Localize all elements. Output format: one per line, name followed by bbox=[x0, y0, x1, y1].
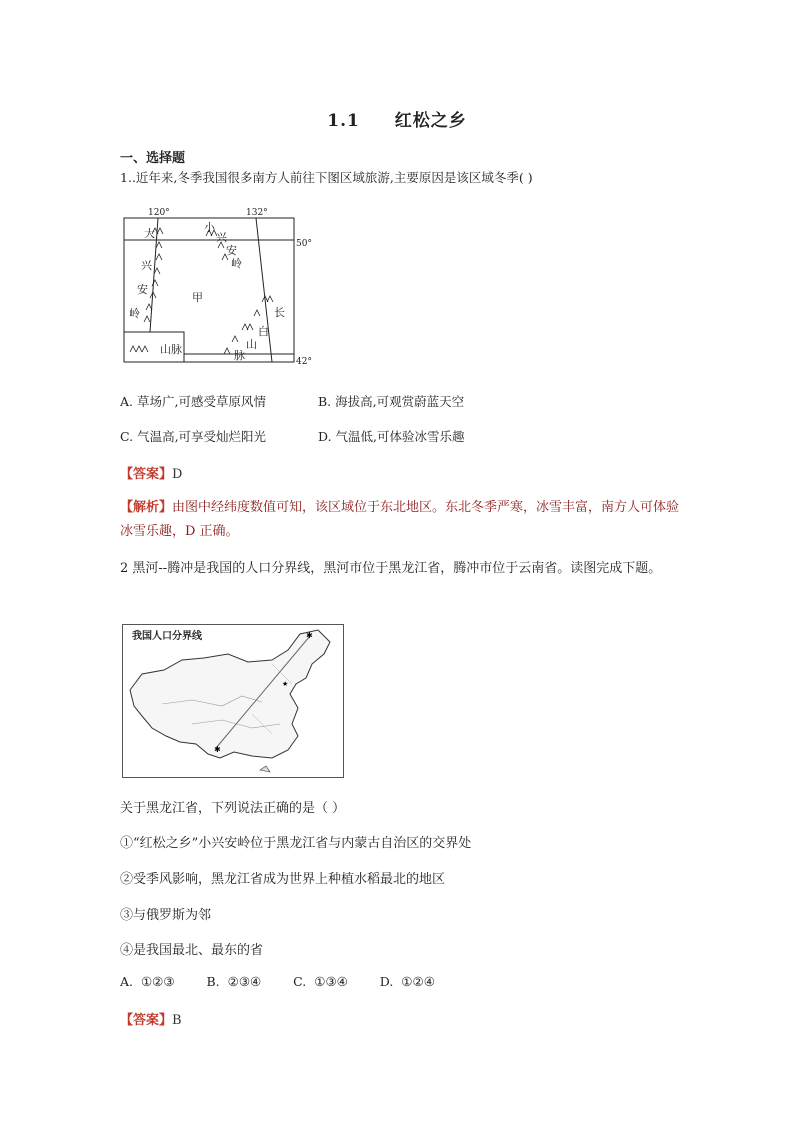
q2-options bbox=[120, 974, 435, 989]
q2-statement-2: ②受季风影响，黑龙江省成为世界上种植水稻最北的地区 bbox=[120, 872, 446, 887]
northeast-map bbox=[122, 204, 322, 374]
map2-title: 我国人口分界线 bbox=[132, 631, 202, 642]
xxal-char-2: 兴 bbox=[216, 231, 227, 244]
q1-answer bbox=[120, 463, 182, 482]
page-title bbox=[0, 106, 794, 131]
q1-option-c: C. 气温高,可享受灿烂阳光 bbox=[120, 429, 267, 444]
cbs-char-3: 山 bbox=[246, 338, 257, 351]
china-population-line-map bbox=[122, 624, 344, 778]
q2-option-c: C. ①③④ bbox=[293, 974, 348, 989]
dxal-char-4: 岭 bbox=[129, 307, 140, 320]
lat-42-label: 42° bbox=[296, 357, 312, 367]
tengchong-marker-icon: ✱ bbox=[214, 745, 221, 754]
heihe-marker-icon: ✱ bbox=[306, 631, 313, 640]
lat-50-label: 50° bbox=[296, 239, 312, 249]
q1-answer-value: D bbox=[172, 467, 183, 482]
q1-answer-label: 【答案】 bbox=[120, 467, 173, 482]
dxal-char-1: 大 bbox=[144, 227, 155, 240]
q2-option-d: D. ①②④ bbox=[379, 974, 435, 989]
lon-132-label: 132° bbox=[246, 208, 268, 218]
q2-stem: 关于黑龙江省，下列说法正确的是（ ） bbox=[120, 801, 346, 816]
cbs-char-2: 白 bbox=[258, 325, 269, 338]
xxal-char-3: 安 bbox=[226, 244, 237, 257]
lon-120-label: 120° bbox=[148, 208, 170, 218]
q2-answer-label: 【答案】 bbox=[120, 1013, 173, 1028]
cbs-char-1: 长 bbox=[274, 306, 285, 319]
q1-option-a: A. 草场广,可感受草原风情 bbox=[120, 394, 266, 409]
dxal-char-2: 兴 bbox=[141, 259, 152, 272]
q2-statement-3: ③与俄罗斯为邻 bbox=[120, 908, 212, 923]
legend-label: 山脉 bbox=[160, 343, 182, 356]
q2-statement-1: ①“红松之乡”小兴安岭位于黑龙江省与内蒙古自治区的交界处 bbox=[120, 836, 472, 851]
q2-statement-4: ④是我国最北、最东的省 bbox=[120, 943, 264, 958]
q2-option-a: A. ①②③ bbox=[120, 974, 175, 989]
q2-option-b: B. ②③④ bbox=[206, 974, 262, 989]
q1-option-b: B. 海拔高,可观赏蔚蓝天空 bbox=[318, 394, 465, 409]
dxal-char-3: 安 bbox=[137, 283, 148, 296]
region-jia-label: 甲 bbox=[192, 291, 203, 304]
q1-analysis-label: 【解析】 bbox=[120, 500, 173, 515]
cbs-char-4: 脉 bbox=[234, 349, 245, 362]
title-number: 1.1 bbox=[327, 111, 360, 131]
title-text: 红松之乡 bbox=[394, 111, 467, 131]
q1-stem: 1..近年来,冬季我国很多南方人前往下图区域旅游,主要原因是该区域冬季( ) bbox=[120, 170, 533, 185]
q1-analysis-text: 由图中经纬度数值可知，该区域位于东北地区。东北冬季严寒，冰雪丰富，南方人可体验冰雪乐趣，D 正确。 bbox=[120, 500, 680, 539]
xxal-char-4: 岭 bbox=[231, 257, 242, 270]
q1-option-d: D. 气温低,可体验冰雪乐趣 bbox=[318, 429, 465, 444]
q2-answer bbox=[120, 1009, 182, 1028]
section-heading: 一、选择题 bbox=[120, 151, 186, 166]
q2-intro: 2 黑河--腾冲是我国的人口分界线，黑河市位于黑龙江省，腾冲市位于云南省。读图完成下题。 bbox=[120, 561, 662, 576]
beijing-marker-icon: ★ bbox=[282, 680, 289, 688]
xxal-char-1: 小 bbox=[204, 221, 215, 234]
q2-answer-value: B bbox=[172, 1013, 182, 1028]
q1-analysis bbox=[120, 496, 680, 544]
